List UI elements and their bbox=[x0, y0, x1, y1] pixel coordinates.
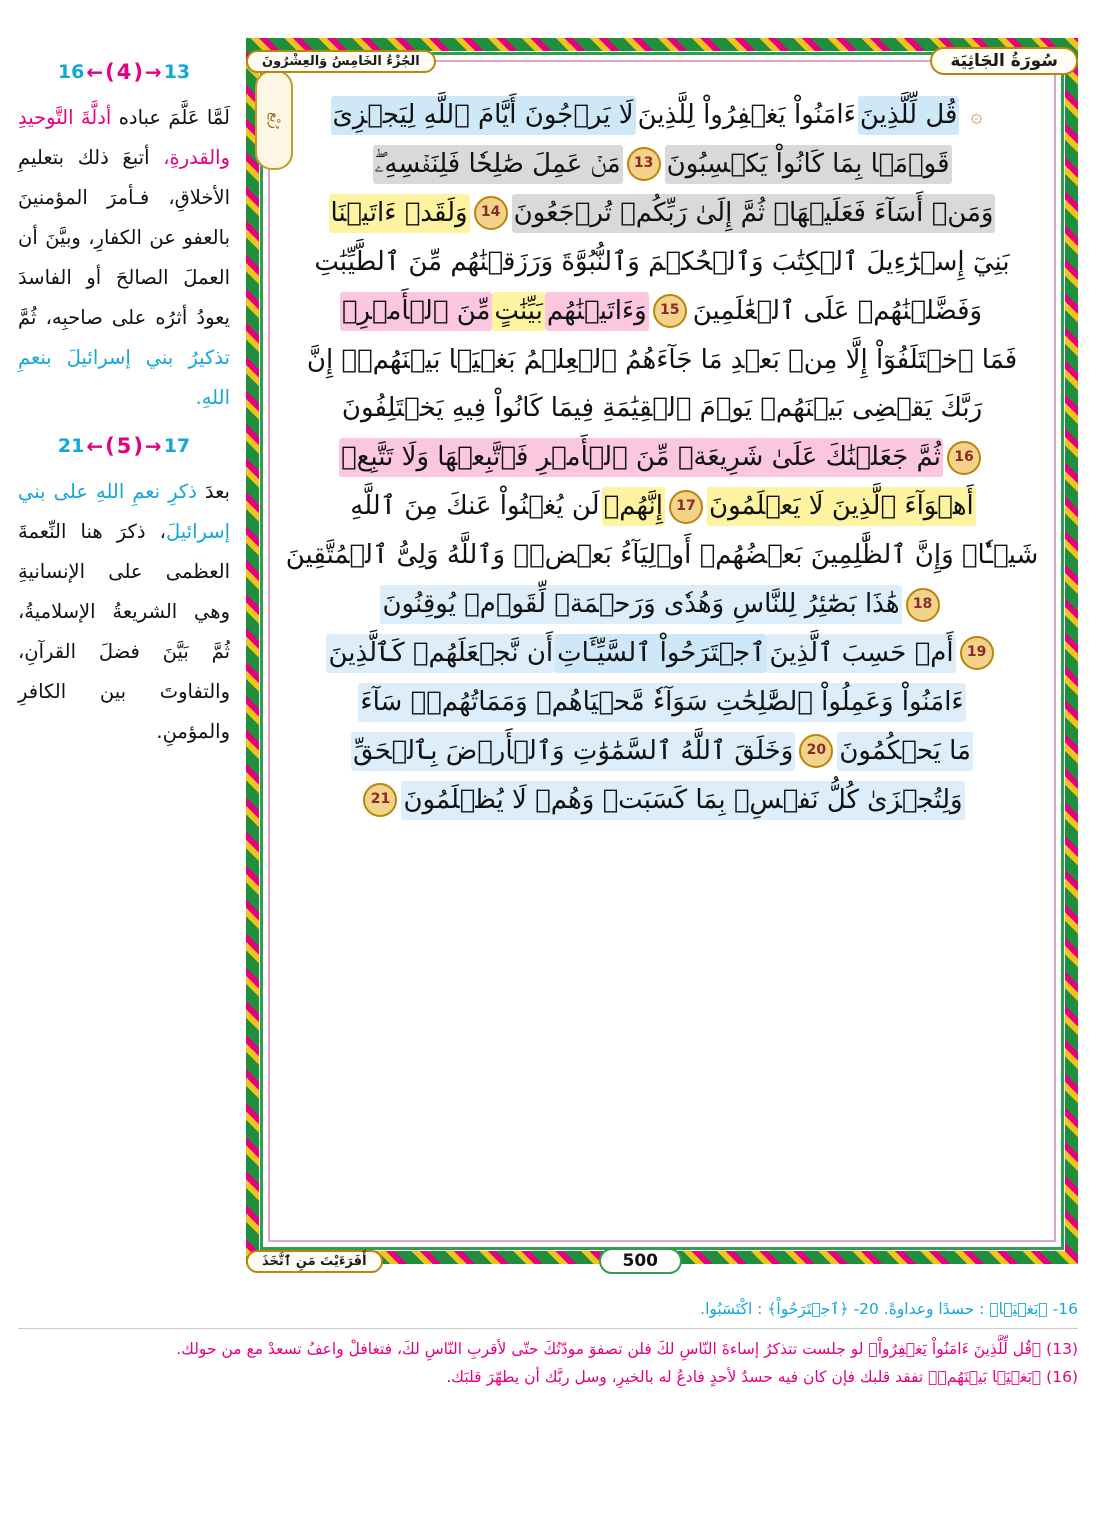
quran-line bbox=[278, 194, 1046, 233]
quran-line bbox=[278, 438, 1046, 477]
quran-text-segment: وَلَقَدۡ ءَاتَيۡنَا bbox=[329, 194, 470, 233]
quran-text-segment: لَا يَرۡجُونَ أَيَّامَ ٱللَّهِ لِيَجۡزِىَ bbox=[331, 96, 636, 135]
juz-range-header-top bbox=[18, 60, 230, 84]
quran-line bbox=[278, 389, 1046, 428]
juz-range-left-number-bottom: 21 bbox=[57, 434, 85, 457]
commentary-2-seg-1: ذكرِ نعمِ اللهِ على بني إسرائيلَ bbox=[18, 479, 230, 543]
juz-group-paren-close-bottom: ) bbox=[133, 433, 143, 458]
quran-text-segment: ثُمَّ جَعَلۡنَٰكَ عَلَىٰ شَرِيعَةٖ مِّنَ ٱلۡأَمۡرِ فَٱتَّبِعۡهَا وَلَا تَتَّبِعۡ bbox=[339, 438, 943, 477]
quran-text-segment: قُل لِّلَّذِينَ bbox=[858, 96, 960, 135]
quran-text-segment: بَيِّنَٰتٍ bbox=[492, 292, 544, 331]
quran-line bbox=[278, 634, 1046, 673]
hizb-marker-icon: ۞ bbox=[970, 103, 983, 128]
quran-text-segment: وَلِتُجۡزَىٰ كُلُّ نَفۡسِۭ بِمَا كَسَبَتۡ وَهُمۡ لَا يُظۡلَمُونَ bbox=[401, 781, 964, 820]
footnote-13: (13) ﴿قُل لِّلَّذِينَ ءَامَنُواْ يَغۡفِرُواْ﴾ لو جلست تتذكرُ إساءةَ النّاسِ لكَ فلن تصفوَ مودّتُكَ حتّى لأقربِ النّاسِ لكَ، فتغافلْ واعفُ تسعدْ مع من حولك. bbox=[176, 1339, 1078, 1358]
quran-text-segment: وَفَضَّلۡنَٰهُمۡ عَلَى ٱلۡعَٰلَمِينَ bbox=[692, 295, 983, 326]
juz-name-cartouche: الجُزْءُ الخَامِسُ وَالعِشْرُونَ bbox=[246, 50, 436, 73]
next-page-catchword-cartouche: أَفَرَءَيْتَ مَنِ ٱتَّخَذَ bbox=[246, 1250, 383, 1273]
ayah-number-marker[interactable]: 15 bbox=[653, 294, 687, 328]
quran-text-segment: هَٰذَا بَصَٰٓئِرُ لِلنَّاسِ وَهُدٗى وَرَحۡمَةٞ لِّقَوۡمٖ يُوقِنُونَ bbox=[380, 585, 901, 624]
footnote-16: (16) ﴿بَغۡيَۢا بَيۡنَهُمۡ﴾ تفقد قلبك فإن كان فيه حسدٌ لأحدٍ فادعُ له بالخيرِ، وسل ربَّك أن يطهّرَ قلبَك. bbox=[446, 1368, 1078, 1387]
quran-line bbox=[278, 341, 1046, 380]
quran-line bbox=[278, 683, 1046, 722]
quran-text-segment: ٱجۡتَرَحُواْ ٱلسَّيِّـَٔاتِ bbox=[555, 634, 767, 673]
quran-text-segment: رَبَّكَ يَقۡضِى بَيۡنَهُمۡ يَوۡمَ ٱلۡقِيَٰمَةِ فِيمَا كَانُواْ فِيهِ يَخۡتَلِفُونَ bbox=[341, 393, 983, 424]
quran-text-segment: بَنِيٓ إِسۡرَٰٓءِيلَ ٱلۡكِتَٰبَ وَٱلۡحُكۡمَ وَٱلنُّبُوَّةَ وَرَزَقۡنَٰهُم مِّنَ ٱلطَّيِّبَٰتِ bbox=[314, 246, 1010, 277]
arrow-left-icon-top: ← bbox=[86, 60, 104, 84]
page-bottom-banner bbox=[246, 1244, 1078, 1278]
commentary-1-seg-1: أدلَّةَ التَّوحيدِ والقدرةِ، bbox=[18, 106, 230, 169]
quran-text-segment: مِّنَ ٱلۡأَمۡرِۖ bbox=[340, 292, 493, 331]
quran-line bbox=[278, 781, 1046, 820]
quran-text-segment: قَوۡمَۢا بِمَا كَانُواْ يَكۡسِبُونَ bbox=[665, 145, 952, 184]
quran-text-segment: وَخَلَقَ ٱللَّهُ ٱلسَّمَٰوَٰتِ وَٱلۡأَرۡضَ بِٱلۡحَقِّ bbox=[351, 732, 795, 771]
juz-group-number-top: 4 bbox=[116, 60, 132, 84]
quran-text-segment: ءَامَنُواْ يَغۡفِرُواْ لِلَّذِينَ bbox=[637, 100, 856, 130]
commentary-1-seg-0: لَمَّا عَلَّمَ عباده bbox=[111, 106, 230, 129]
juz-group-number-bottom: 5 bbox=[116, 433, 132, 458]
quran-line bbox=[278, 536, 1046, 575]
ayah-number-marker[interactable]: 14 bbox=[474, 196, 508, 230]
arrow-right-icon-bottom: → bbox=[144, 433, 162, 458]
juz-range-header-bottom bbox=[18, 434, 230, 458]
surah-name-cartouche: سُورَةُ الجَاثِيَة bbox=[930, 47, 1078, 75]
ayah-number-marker[interactable]: 19 bbox=[960, 636, 994, 670]
juz-range-right-number-top: 13 bbox=[163, 61, 191, 83]
ayah-number-marker[interactable]: 18 bbox=[906, 588, 940, 622]
quran-line bbox=[278, 585, 1046, 624]
juz-group-paren-open-top: ( bbox=[105, 60, 115, 84]
ayah-number-marker[interactable]: 13 bbox=[627, 147, 661, 181]
commentary-1-seg-2: أتبعَ ذلك بتعليمِ الأخلاقِ، فـأمرَ المؤمنينَ بالعفو عن الكفارِ، وبيَّنَ أن العملَ الصالحَ أو الفاسدَ يعودُ أثرُه على صاحبِه، ثُمَّ bbox=[18, 145, 230, 329]
quran-text-segment: شَيۡـٔٗاۚ وَإِنَّ ٱلظَّٰلِمِينَ بَعۡضُهُمۡ أَوۡلِيَآءُ بَعۡضٖۖ وَٱللَّهُ وَلِىُّ ٱلۡمُتَّقِينَ bbox=[285, 540, 1039, 571]
juz-group-paren-close-top: ) bbox=[133, 60, 143, 84]
quran-line bbox=[278, 243, 1046, 282]
commentary-1-seg-3: تذكيرُ بني إسرائيلَ بنعمِ اللهِ. bbox=[18, 345, 230, 409]
quran-line bbox=[278, 292, 1046, 331]
commentary-paragraph-1 bbox=[18, 98, 230, 418]
quran-line bbox=[278, 732, 1046, 771]
quran-text-segment: أَمۡ حَسِبَ ٱلَّذِينَ bbox=[767, 634, 955, 673]
commentary-paragraph-2 bbox=[18, 472, 230, 752]
juz-group-paren-open-bottom: ( bbox=[105, 433, 115, 458]
quran-text-segment: مَا يَحۡكُمُونَ bbox=[837, 732, 973, 771]
commentary-2-seg-2: ، ذكرَ هنا النِّعمةَ العظمى على الإنسانيةِ وهي الشريعةُ الإسلاميةُ، ثُمَّ بَيَّنَ فضلَ القرآنِ، والتفاوتَ بين الكافرِ والمؤمنِ. bbox=[18, 519, 230, 743]
juz-range-right-number-bottom: 17 bbox=[163, 434, 191, 457]
quran-text-segment: ءَامَنُواْ وَعَمِلُواْ ٱلصَّٰلِحَٰتِ سَوَآءٗ مَّحۡيَاهُمۡ وَمَمَاتُهُمۡۚ سَآءَ bbox=[358, 683, 965, 722]
footnote-lexical: 16- ﴿بَغۡيَۢا﴾ : حسدًا وعداوةً. 20- ﴿ٱجۡتَرَحُواْ﴾ : اكْتَسَبُوا. bbox=[700, 1300, 1078, 1318]
quran-text-segment: مَنۡ عَمِلَ صَٰلِحٗا فَلِنَفۡسِهِۦۖ bbox=[373, 145, 623, 184]
quran-text-segment: أَهۡوَآءَ ٱلَّذِينَ لَا يَعۡلَمُونَ bbox=[707, 487, 976, 526]
ayah-number-marker[interactable]: 16 bbox=[947, 441, 981, 475]
quran-text-segment: وَءَاتَيۡنَٰهُم bbox=[545, 292, 649, 331]
ruku-side-medallion: رُبْع bbox=[255, 70, 293, 170]
ayah-number-marker[interactable]: 20 bbox=[799, 734, 833, 768]
quran-line bbox=[278, 487, 1046, 526]
quran-text-segment: أَن نَّجۡعَلَهُمۡ كَٱلَّذِينَ bbox=[326, 634, 555, 673]
quran-text-area bbox=[278, 96, 1046, 1236]
commentary-2-seg-0: بعدَ bbox=[196, 479, 230, 503]
quran-text-segment: إِنَّهُمۡ bbox=[602, 487, 665, 526]
quran-text-segment: وَمَنۡ أَسَآءَ فَعَلَيۡهَاۖ ثُمَّ إِلَىٰ رَبِّكُمۡ تُرۡجَعُونَ bbox=[512, 194, 996, 233]
footnote-divider bbox=[18, 1328, 1078, 1329]
page-number: 500 bbox=[599, 1248, 683, 1274]
quran-text-segment: فَمَا ٱخۡتَلَفُوٓاْ إِلَّا مِنۢ بَعۡدِ مَا جَآءَهُمُ ٱلۡعِلۡمُ بَغۡيَۢا بَيۡنَهُمۡۚ إِنَّ bbox=[306, 344, 1018, 375]
arrow-left-icon-bottom: ← bbox=[86, 433, 104, 458]
ayah-number-marker[interactable]: 17 bbox=[669, 490, 703, 524]
quran-line bbox=[278, 96, 1046, 135]
quran-line bbox=[278, 145, 1046, 184]
commentary-sidebar bbox=[18, 60, 230, 1250]
ayah-number-marker[interactable]: 21 bbox=[363, 783, 397, 817]
footnotes-area bbox=[18, 1295, 1078, 1392]
arrow-right-icon-top: → bbox=[144, 60, 162, 84]
quran-text-segment: لَن يُغۡنُواْ عَنكَ مِنَ ٱللَّهِ bbox=[350, 491, 600, 522]
page-top-banner bbox=[246, 44, 1078, 78]
juz-range-left-number-top: 16 bbox=[57, 61, 85, 83]
